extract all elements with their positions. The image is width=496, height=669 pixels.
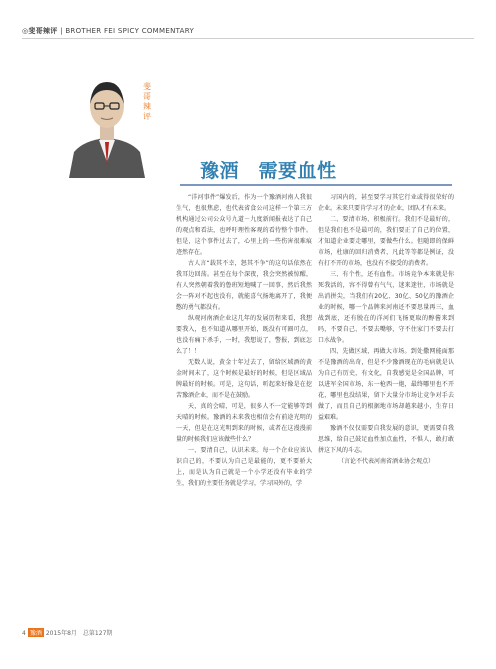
paragraph: 四、先做区域，再做大市场。到处撒网能面那不是豫酒的出奇，但是不少豫酒现在的毛病就是认为自己有历史，有文化，自我感觉是全国品牌，可以进军全国市场，东一枪西一炮，最终哪里也不开花，哪里也没结果，留下大量分市场让竞争对手去做了，而且自己的根据地市场却越来越小，生存日益艰难。 <box>318 348 454 421</box>
paragraph: 纵观河南酒企业这几年的发展历程来看，我想要我入，也不知道从哪里开始，既没有可圈可点，也没有痛下杀手，一时，我想说了，警报，到底怎么了！！ <box>176 315 312 355</box>
footer-issue: 2015年8月 总第127期 <box>45 630 113 637</box>
article-column-left <box>176 192 312 489</box>
page-header <box>22 26 194 36</box>
header-brand: ◎斐哥辣评 <box>22 27 58 35</box>
title-divider <box>180 184 452 186</box>
paragraph: 天，真的会晴，可是，很多人不一定能够等到天晴的时候。豫酒的未来我也相信会有前途光明的一天，但是在这光明到来的时候，或者在这漫漫前量的时候我们应该做些什么？ <box>176 403 312 443</box>
header-column: BROTHER FEI SPICY COMMENTARY <box>65 27 195 35</box>
paragraph: “洋河事件”爆发后，作为一个豫酒河南人我很生气，也很焦虑，也代表省食公司这样一个第三方机构通过公司公众号九道－九度新闻报表达了自己的观点和看法，也呼吁理性客观的看待整个事件。但是，这个事件过去了，心里上的一些伤害很难痕迹然存在。 <box>176 194 312 256</box>
footer-brand-badge: 豫酒 <box>29 630 42 637</box>
paragraph: 三、有个性，还有血性。市场竞争本来就是你死我活的，容不得曾有气气，迷来迷往，市场就是出消拼尖，当我们有20亿、30亿、50亿的豫酒企业的时候，哪一个品牌来河南还不要思量再三，血战到底，还有脱在的洋河们飞扬更取的醇酱来到吗，不要自己、不要去嘴够，守不住家门不要去打口水战争。 <box>318 271 454 344</box>
article-column-right <box>318 192 454 467</box>
paragraph: 一、要清自己，认识未来。每一个企业应该认识自己的，不要认为自己是最能的，更不要骄大上，而是认为自己就是一个小学还没有毕业的学生，我们的主要任务就是学习，学习国外的，学 <box>176 447 312 487</box>
paragraph: 豫酒不仅仅需要自我发展的意识，更需要自我思维，给自己鼓足血性加点血性，不惧人，敢打敢拼这下风的斗志。 <box>318 425 454 454</box>
paragraph: 二、要清市场，积极前行。我们不是最好的，但是我们也不是最可的，我们要正了自己的位置，才知道企业要走哪里，要做些什么。但随即的保鲜市场，杜康的回归消费者，凡此等等都是例证，没有打不开的市场，也没有不接受的消费者。 <box>318 216 454 267</box>
header-separator: | <box>57 27 66 35</box>
page-number: 4 <box>22 630 26 637</box>
paragraph: 无数人说，黄金十年过去了，留给区域酒的黄金时间未了，这个时候是最好的时候，但是区域品牌最好的时候。可是，这句话，听起来好像是在挖苦豫酒企业，而不是在鼓励。 <box>176 359 312 399</box>
article-title: 豫酒 需要血性 <box>200 160 337 182</box>
header-divider <box>22 38 474 39</box>
disclaimer-note: （言论不代表河南省酒业协会观点） <box>337 458 434 465</box>
page-footer <box>22 628 112 637</box>
paragraph: 古人言“载其不幸，怒其不争”的这句话依然在我耳边回荡。甚至在每个深夜，我会突然被惊醒，有人突然朝着我的鲁班短地喊了一回事，然后我然会一阵对不起也没有，就能喜气扬地离开了，我便憋的勇气都没有。 <box>176 260 312 311</box>
column-label: 斐哥辣评 <box>143 82 151 121</box>
author-photo <box>64 70 150 178</box>
paragraph: 习国内的，甚至要学习其它行业或得很荣好的企业。未来只要肯学习才的企业，团队才有未来。 <box>318 194 454 212</box>
